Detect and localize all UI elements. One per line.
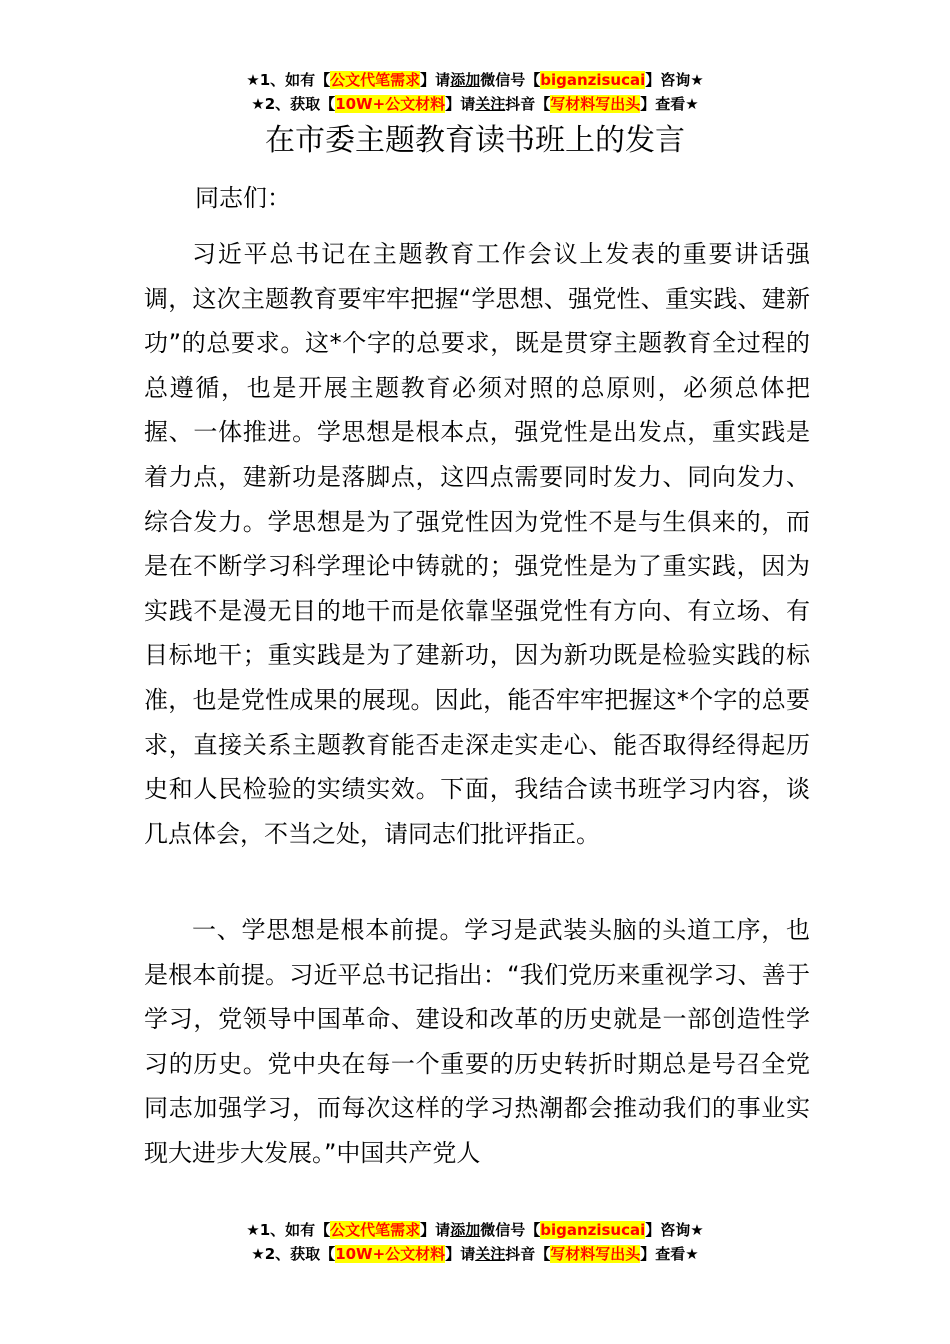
highlight-wechat-id: biganzisucai [540, 71, 646, 89]
highlight-wechat-id: biganzisucai [540, 1221, 646, 1239]
underlined-text: 添加 [450, 71, 481, 89]
banner-text: 】请 [420, 1221, 451, 1239]
document-title: 在市委主题教育读书班上的发言 [265, 123, 685, 158]
banner-text: ★2、获取【 [251, 1245, 336, 1263]
banner-text: ★1、如有【 [246, 1221, 331, 1239]
header-banner [0, 68, 950, 116]
banner-text: 】请 [420, 71, 451, 89]
banner-text: 抖音【 [505, 95, 551, 113]
banner-text: 】查看★ [640, 95, 699, 113]
banner-text: ★1、如有【 [246, 71, 331, 89]
banner-line-2 [0, 1242, 950, 1266]
underlined-text: 关注 [475, 95, 506, 113]
banner-text: 】咨询★ [645, 1221, 704, 1239]
highlight-service: 公文代笔需求 [330, 71, 421, 89]
banner-line-1 [0, 68, 950, 92]
banner-text: 】查看★ [640, 1245, 699, 1263]
footer-banner [0, 1218, 950, 1266]
underlined-text: 关注 [475, 1245, 506, 1263]
banner-text: ★2、获取【 [251, 95, 336, 113]
highlight-service: 公文代笔需求 [330, 1221, 421, 1239]
banner-text: 】请 [445, 95, 476, 113]
banner-text: 抖音【 [505, 1245, 551, 1263]
banner-text: 微信号【 [480, 71, 541, 89]
banner-text: 】请 [445, 1245, 476, 1263]
paragraph-text: 一、学思想是根本前提。学习是武装头脑的头道工序，也是根本前提。习近平总书记指出：“我们党历来重视学习、善于学习，党领导中国革命、建设和改革的历史就是一部创造性学习的历史。党中央在每一个重要的历史转折时期总是号召全党同志加强学习，而每次这样的学习热潮都会推动我们的事业实现大进步大发展。”中国共产党人 [144, 916, 810, 1167]
highlight-douyin-account: 写材料写出头 [550, 95, 641, 113]
underlined-text: 添加 [450, 1221, 481, 1239]
banner-line-1 [0, 1218, 950, 1242]
banner-text: 】咨询★ [645, 71, 704, 89]
highlight-materials: 10W+公文材料 [335, 95, 446, 113]
greeting: 同志们： [195, 184, 291, 212]
banner-line-2 [0, 92, 950, 116]
paragraph-text: 习近平总书记在主题教育工作会议上发表的重要讲话强调，这次主题教育要牢牢把握“学思想、强党性、重实践、建新功”的总要求。这*个字的总要求，既是贯穿主题教育全过程的总遵循，也是开展主题教育必须对照的总原则，必须总体把握、一体推进。学思想是根本点，强党性是出发点，重实践是着力点，建新功是落脚点，这四点需要同时发力、同向发力、综合发力。学思想是为了强党性因为党性不是与生俱来的，而是在不断学习科学理论中铸就的；强党性是为了重实践，因为实践不是漫无目的地干而是依靠坚强党性有方向、有立场、有目标地干；重实践是为了建新功，因为新功既是检验实践的标准，也是党性成果的展现。因此，能否牢牢把握这*个字的总要求，直接关系主题教育能否走深走实走心、能否取得经得起历史和人民检验的实绩实效。下面，我结合读书班学习内容，谈几点体会，不当之处，请同志们批评指正。 [144, 240, 810, 848]
highlight-douyin-account: 写材料写出头 [550, 1245, 641, 1263]
highlight-materials: 10W+公文材料 [335, 1245, 446, 1263]
body-paragraph-2 [144, 908, 810, 1176]
banner-text: 微信号【 [480, 1221, 541, 1239]
body-paragraph-1 [144, 232, 810, 856]
